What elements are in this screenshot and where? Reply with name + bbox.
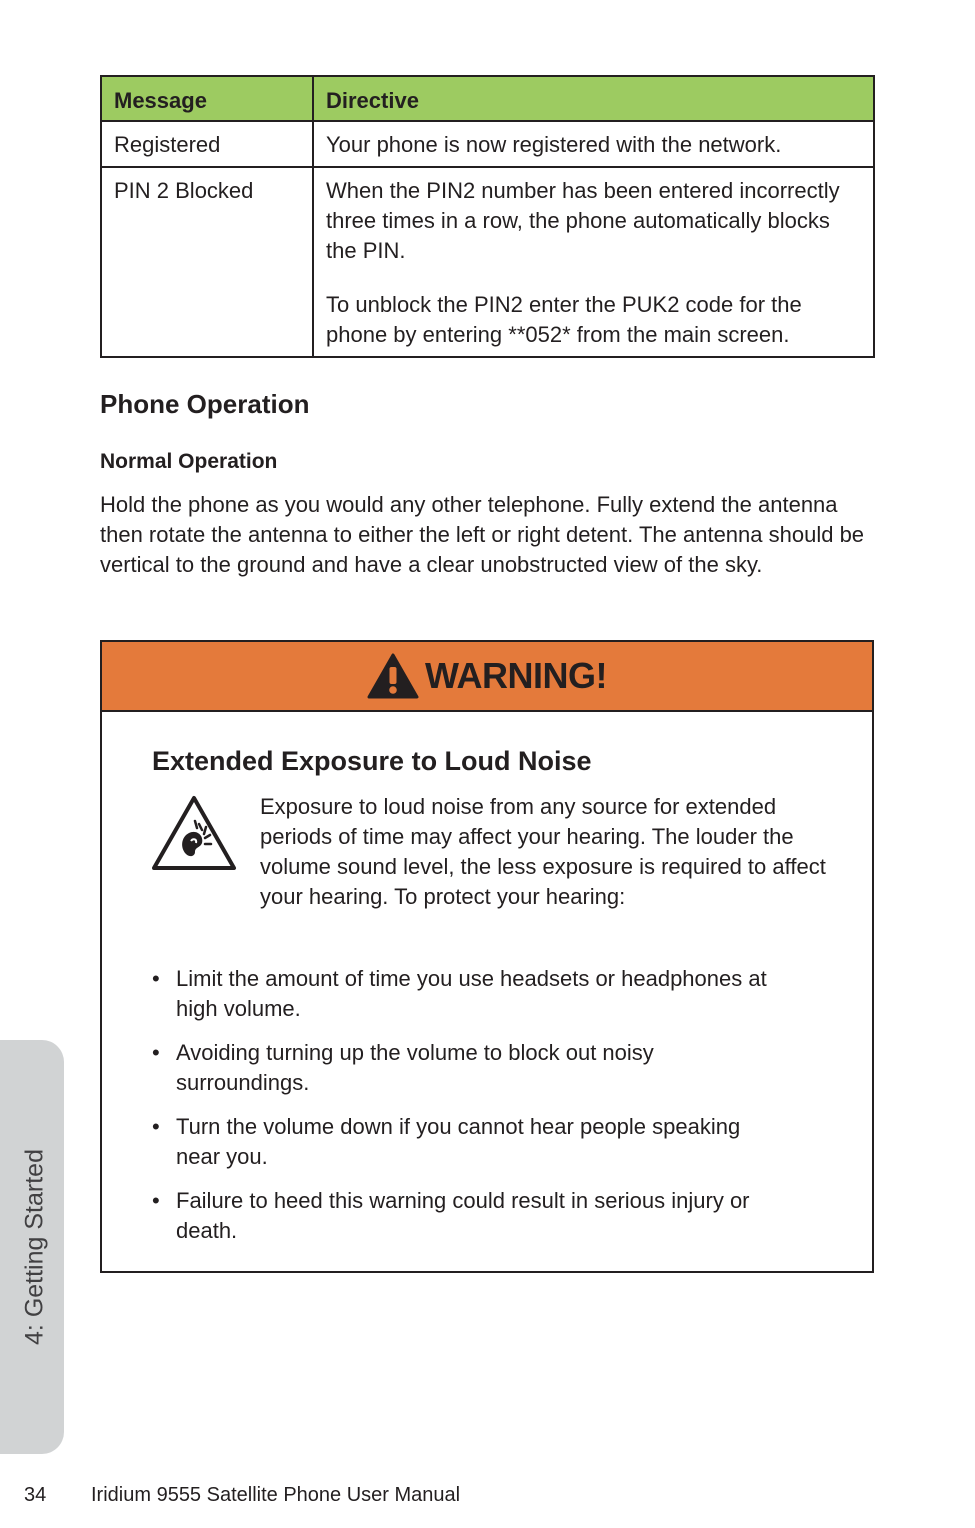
warning-bullet-list <box>150 964 770 1260</box>
loud-noise-ear-icon <box>150 794 238 872</box>
chapter-side-label: 4: Getting Started <box>20 1149 49 1345</box>
bullet-marker: • <box>152 966 160 991</box>
warning-subtitle: Extended Exposure to Loud Noise <box>152 746 592 776</box>
page-number: 34 <box>24 1484 47 1506</box>
directive-text: To unblock the PIN2 enter the PUK2 code for the phone by entering **052* from the main screen. <box>326 292 802 347</box>
table-row <box>101 121 874 167</box>
list-item <box>150 964 770 1024</box>
message-cell: PIN 2 Blocked <box>101 167 313 357</box>
bullet-marker: • <box>152 1040 160 1065</box>
bullet-text: Failure to heed this warning could result in serious injury or death. <box>176 1188 750 1243</box>
directive-cell <box>313 121 874 167</box>
list-item <box>150 1038 770 1098</box>
warning-title: WARNING! <box>425 655 607 696</box>
column-header-directive: Directive <box>313 76 874 121</box>
table-header-row <box>101 76 874 121</box>
section-heading: Phone Operation <box>100 389 310 419</box>
subsection-heading: Normal Operation <box>100 450 278 473</box>
column-header-message: Message <box>101 76 313 121</box>
bullet-marker: • <box>152 1188 160 1213</box>
bullet-text: Turn the volume down if you cannot hear people speaking near you. <box>176 1114 741 1169</box>
bullet-text: Limit the amount of time you use headsets or headphones at high volume. <box>176 966 767 1021</box>
message-cell: Registered <box>101 121 313 167</box>
bullet-text: Avoiding turning up the volume to block out noisy surroundings. <box>176 1040 654 1095</box>
directive-cell <box>313 167 874 357</box>
list-item <box>150 1186 770 1246</box>
directive-text: Your phone is now registered with the network. <box>326 132 782 157</box>
body-paragraph: Hold the phone as you would any other telephone. Fully extend the antenna then rotate the antenna to either the left or right detent. The antenna should be vertical to the ground and have a clear unobstructed view of the sky. <box>100 492 865 577</box>
footer-title: Iridium 9555 Satellite Phone User Manual <box>91 1484 461 1506</box>
message-table <box>100 75 875 358</box>
list-item <box>150 1112 770 1172</box>
warning-header <box>102 642 872 712</box>
table-row <box>101 167 874 357</box>
warning-paragraph: Exposure to loud noise from any source for extended periods of time may affect your hearing. The louder the volume sound level, the less exposure is required to affect your hearing. To protect your hearing: <box>260 794 826 909</box>
warning-box <box>100 640 874 1273</box>
warning-triangle-icon <box>367 653 419 699</box>
directive-text: When the PIN2 number has been entered incorrectly three times in a row, the phone automatically blocks the PIN. <box>326 178 840 263</box>
bullet-marker: • <box>152 1114 160 1139</box>
